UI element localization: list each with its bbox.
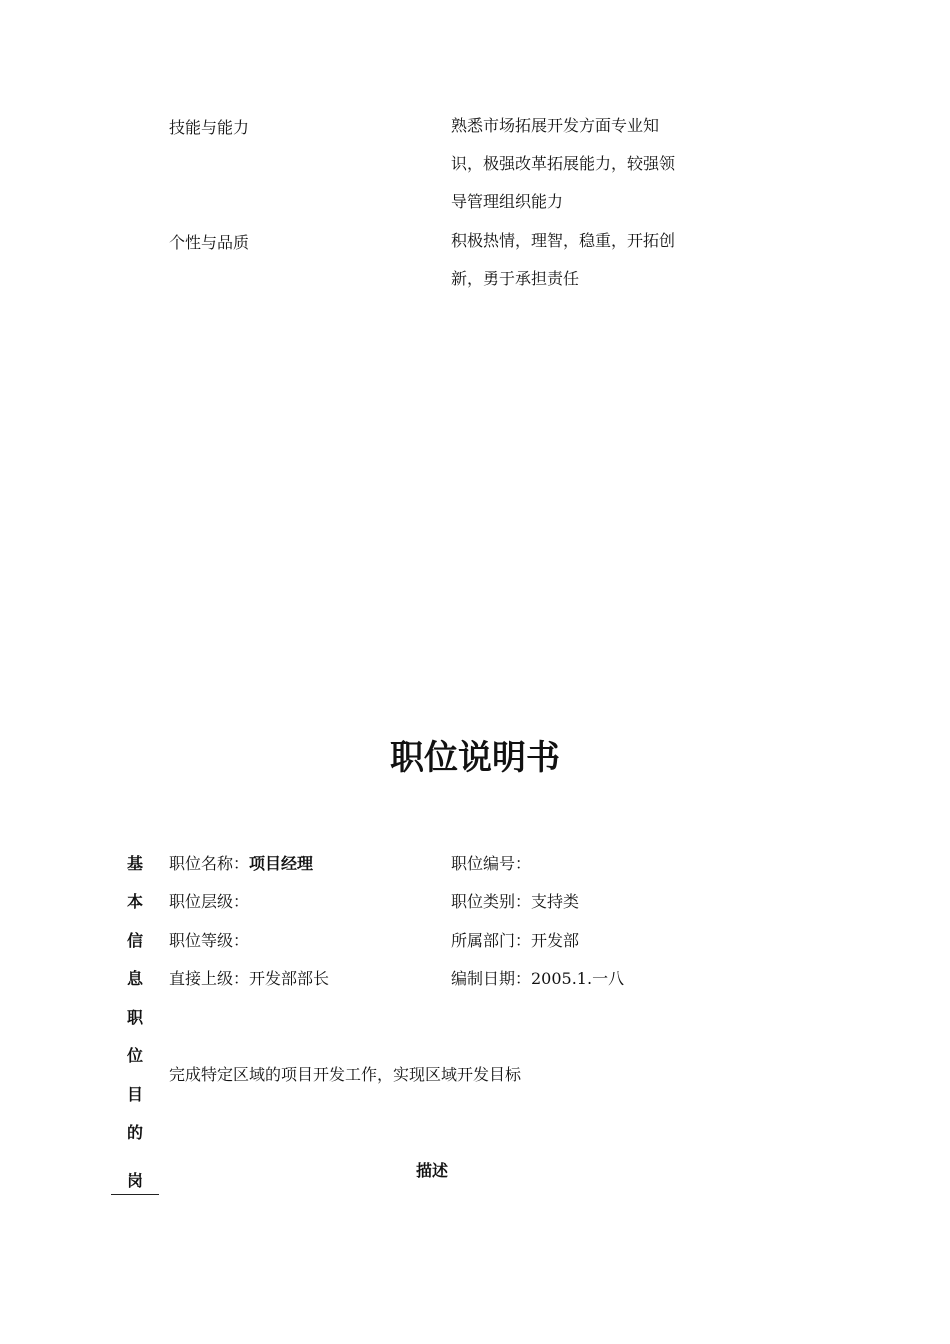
side-label-char: 的 — [127, 1123, 144, 1142]
date-field: 编制日期：2005.1.一八 — [451, 969, 625, 988]
position-number-field: 职位编号： — [451, 854, 532, 873]
department-field: 所属部门：开发部 — [451, 931, 580, 950]
skills-line: 识，极强改革拓展能力，较强领 — [451, 154, 676, 173]
position-level-field: 职位层级： — [169, 892, 250, 911]
side-label-char: 信 — [127, 931, 144, 950]
skills-line: 熟悉市场拓展开发方面专业知 — [451, 116, 660, 135]
position-name-field — [169, 851, 313, 874]
purpose-text: 完成特定区域的项目开发工作，实现区域开发目标 — [169, 1065, 522, 1084]
side-label-char: 本 — [127, 892, 144, 911]
personality-line: 新，勇于承担责任 — [451, 269, 580, 288]
personality-label: 个性与品质 — [169, 233, 250, 252]
description-heading: 描述 — [416, 1161, 449, 1180]
side-label-char: 目 — [127, 1085, 144, 1104]
position-name-value: 项目经理 — [249, 854, 314, 873]
page-title: 职位说明书 — [390, 738, 560, 778]
skills-line: 导管理组织能力 — [451, 192, 564, 211]
side-label-char: 息 — [127, 969, 144, 988]
side-label-char: 位 — [127, 1046, 144, 1065]
side-label-char: 职 — [127, 1008, 144, 1027]
side-label-char: 岗 — [127, 1171, 144, 1190]
position-category-field: 职位类别：支持类 — [451, 892, 580, 911]
skills-text — [451, 107, 675, 221]
personality-text — [451, 222, 675, 298]
position-name-label: 职位名称： — [169, 854, 250, 873]
personality-line: 积极热情，理智，稳重，开拓创 — [451, 231, 676, 250]
direct-superior-field: 直接上级：开发部部长 — [169, 969, 330, 988]
skills-label: 技能与能力 — [169, 118, 250, 137]
side-label-char: 基 — [127, 854, 144, 873]
position-grade-field: 职位等级： — [169, 931, 250, 950]
underline-rule — [111, 1194, 159, 1195]
